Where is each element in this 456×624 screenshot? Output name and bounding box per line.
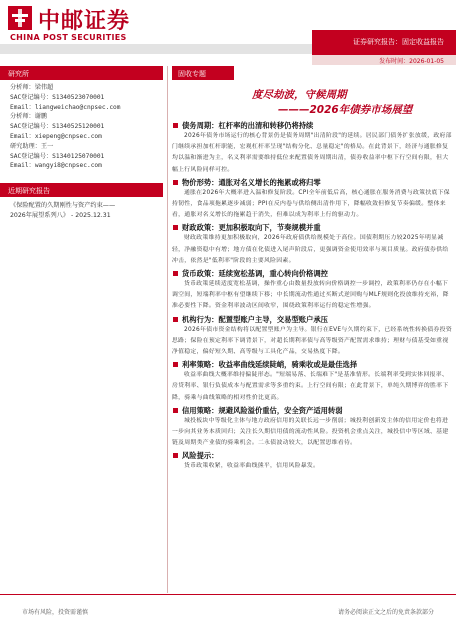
recent-report-line: 《保险配置的久期刚性与资产约束—— — [10, 202, 116, 210]
body-text-line: 债券收益率中枢下行空间有限，但大幅上行风险同样可控。 — [172, 155, 449, 173]
body-text-line: 国债利期压力较2025年明显减轻，净融资稳中有增；地方债在化债 — [172, 235, 444, 253]
body-text-line: 在反内卷与供给侧出清作用下，降幅收敛但修复节奏偏缓。整体来看， — [172, 201, 446, 219]
report-summary — [172, 120, 452, 474]
section-body — [172, 188, 452, 222]
section-heading — [172, 222, 452, 233]
recent-report-line: 2026年展望系列八》 - 2025.12.31 — [10, 211, 111, 219]
body-text-line: 情形。长端利率受到实体回报率、房贷利率、银行负债成本与配置需 — [172, 372, 449, 390]
section-heading — [172, 120, 452, 131]
section-heading-text: 风险提示： — [182, 451, 219, 461]
section-heading-text: 信用策略：规避风险溢价重估，安全资产适用转弱 — [182, 405, 343, 415]
report-category-tag: 固收专题 — [172, 66, 234, 80]
company-logo — [8, 4, 158, 42]
body-text-line: 击，依然是"低利率"阶段的主要风险因素。 — [178, 257, 295, 264]
body-text-line: 长期流动性通过买断式逆回购与MLF规则化投放维持充裕，降准必要 — [172, 292, 449, 310]
body-text-line: 续。居民部门债务扩张放缓，政府部门继续承担加杠杆职能，宏观杠 — [172, 133, 452, 151]
analyst-email[interactable]: Email：liangweichao@cnpsec.com — [10, 103, 121, 111]
section-heading-text: 机构行为：配置型账户主导，交易型账户承压 — [182, 314, 328, 324]
square-bullet-icon — [173, 225, 178, 230]
square-bullet-icon — [173, 180, 178, 185]
body-text-line: 一步调控，政策利率仍存在小幅下调空间，短端利率中枢有望继续下移；中 — [172, 281, 449, 299]
recent-reports-title: 近期研究报告 — [0, 183, 163, 197]
logo-chinese-text: 中邮证券 — [38, 9, 131, 34]
section-heading — [172, 314, 452, 325]
square-bullet-icon — [173, 317, 178, 322]
analyst-email[interactable]: Email：wangyi8@cnpsec.com — [10, 162, 102, 170]
square-bullet-icon — [173, 453, 178, 458]
body-text-line: 城投板块中等级化主体与地方政府信用的关联长远一步削弱；城 — [184, 417, 357, 424]
logo-english-text: CHINA POST SECURITIES — [10, 33, 127, 42]
analyst-info — [0, 80, 163, 171]
section-body — [172, 233, 452, 267]
body-text-line: 2026年债市资金结构将以配置型账户为主导。银行在EVE与久 — [184, 326, 354, 333]
section-heading-text: 财政政策：更加积极取向下，节奏规模并重 — [182, 223, 321, 233]
square-bullet-icon — [173, 123, 178, 128]
analyst-line: SAC登记编号：S1340125070001 — [10, 152, 105, 160]
analyst-line: 研究助理：王一 — [10, 142, 54, 150]
body-text-line: 期约束下，已经系统性转换债券投资思路；保险在预定利率下调背景 — [172, 326, 452, 344]
body-text-line: 杆率呈现"结构分化、总量稳定"的格局。在此背景下，经济与通胀修 — [258, 144, 443, 151]
body-text-line: 降，骑乘与曲线策略的相对性价比更高。 — [172, 394, 283, 401]
body-text-line: 收益率曲线大概率维持偏陡形态。"短端易落、长端难下"是基准 — [184, 372, 356, 379]
square-bullet-icon — [173, 408, 178, 413]
analyst-line: SAC登记编号：S1340525120001 — [10, 123, 105, 131]
section-body — [172, 279, 452, 313]
body-text-line: 链及周期类产业债的骑乘机会。二永债波动较大，以配置思维看待。 — [172, 440, 357, 447]
body-text-line: 性下降。资金利率波动区间收窄，围绕政策利率运行的稳定性增强。 — [190, 303, 375, 310]
analyst-email[interactable]: Email：xiepeng@cnpsec.com — [10, 132, 102, 140]
body-text-line: 求等多重约束。上行空间有限；在此背景下，单纯久期博弈的胜率下 — [264, 383, 449, 390]
body-text-line: 财政政策维持更加积极取向，2026年政府债供给规模处于高位。 — [184, 235, 360, 242]
column-divider — [167, 66, 168, 593]
publish-date: 发布时间：2026-01-05 — [379, 58, 444, 65]
section-heading — [172, 359, 452, 370]
section-body — [172, 416, 452, 450]
square-bullet-icon — [173, 271, 178, 276]
body-text-line: 心通胀在服务消费与政策扶底下保持韧性，食品项拖累逐步减弱；PPI — [172, 189, 450, 208]
risk-warning: 市场有风险，投资需谨慎 — [22, 609, 89, 616]
section-body — [172, 325, 452, 359]
section-body — [172, 461, 452, 472]
body-text-line: 期信用债的流动性风险。投资机会重点关注，城投信中等区域、基建 — [264, 429, 449, 436]
section-body — [172, 370, 452, 404]
section-heading-text: 物价形势：通胀对名义增长的拖累或将归零 — [182, 177, 321, 187]
section-heading — [172, 450, 452, 461]
section-heading — [172, 268, 452, 279]
body-text-line: 货币政策延续适度宽松基调，操作重心由数量投放转向价格调控 — [184, 281, 357, 288]
body-text-line: 通胀对名义增长的拖累趋于消失，但难以成为利率上行的驱动力。 — [184, 212, 363, 219]
report-title: 度尽劫波，守候周期 — [252, 89, 347, 101]
section-heading-text: 利率策略：收益率曲线延续陡峭，骑乘收或是最佳选择 — [182, 360, 358, 370]
analyst-line: SAC登记编号：S1340523070001 — [10, 93, 105, 101]
section-heading-text: 货币政策：延续宽松基调，重心转向价格调控 — [182, 269, 328, 279]
analyst-line: 分析师：谢鹏 — [10, 113, 48, 121]
section-body — [172, 131, 452, 176]
body-text-line: 2026年债务市场运行的核心背景仍是债务周期"出清阶段"的延 — [184, 133, 354, 139]
body-text-line: 通胀在2026年大概率进入温和修复阶段。CPI全年前低后高，核 — [184, 189, 358, 196]
section-heading-text: 债务周期：杠杆率的出清和转移仍将持续 — [182, 121, 314, 130]
square-bullet-icon — [173, 362, 178, 367]
analyst-section-title: 研究所 — [0, 66, 163, 80]
section-heading — [172, 405, 452, 416]
report-type-label: 证券研究报告：固定收益报告 — [353, 38, 444, 46]
body-text-line: 投利创新发主体的信用定价也将进一步向其业务本质回归；关注长久 — [172, 417, 449, 436]
recent-report-link[interactable] — [0, 197, 163, 220]
body-text-line: 复均以温和渐进为主，名义利率需要维持低位来配置债务周期出清， — [172, 144, 449, 162]
body-text-line: 下，对超长期利率债与高等级资产配置需求维持；理财与债基受如重 — [258, 337, 443, 344]
body-text-line: 货币政策收紧，收益率曲线熊平，信用风险暴发。 — [184, 463, 320, 470]
body-text-line: 视净值稳定，偏好短久期、高等级与工具化产品，交易热度下降。 — [172, 337, 449, 356]
body-text-line: 进入尾声阶段后，更强调资金使用效率与项目质量。政府债券供给冲 — [172, 246, 449, 264]
disclaimer-note: 请务必阅读正文之后的免责条款部分 — [337, 609, 434, 616]
analyst-line: 分析师：梁伟超 — [10, 84, 54, 91]
report-subtitle: ———2026年债券市场展望 — [278, 104, 413, 116]
section-heading — [172, 177, 452, 188]
footer-divider — [0, 594, 456, 595]
china-post-logo-icon — [8, 6, 32, 30]
sidebar — [0, 66, 163, 586]
